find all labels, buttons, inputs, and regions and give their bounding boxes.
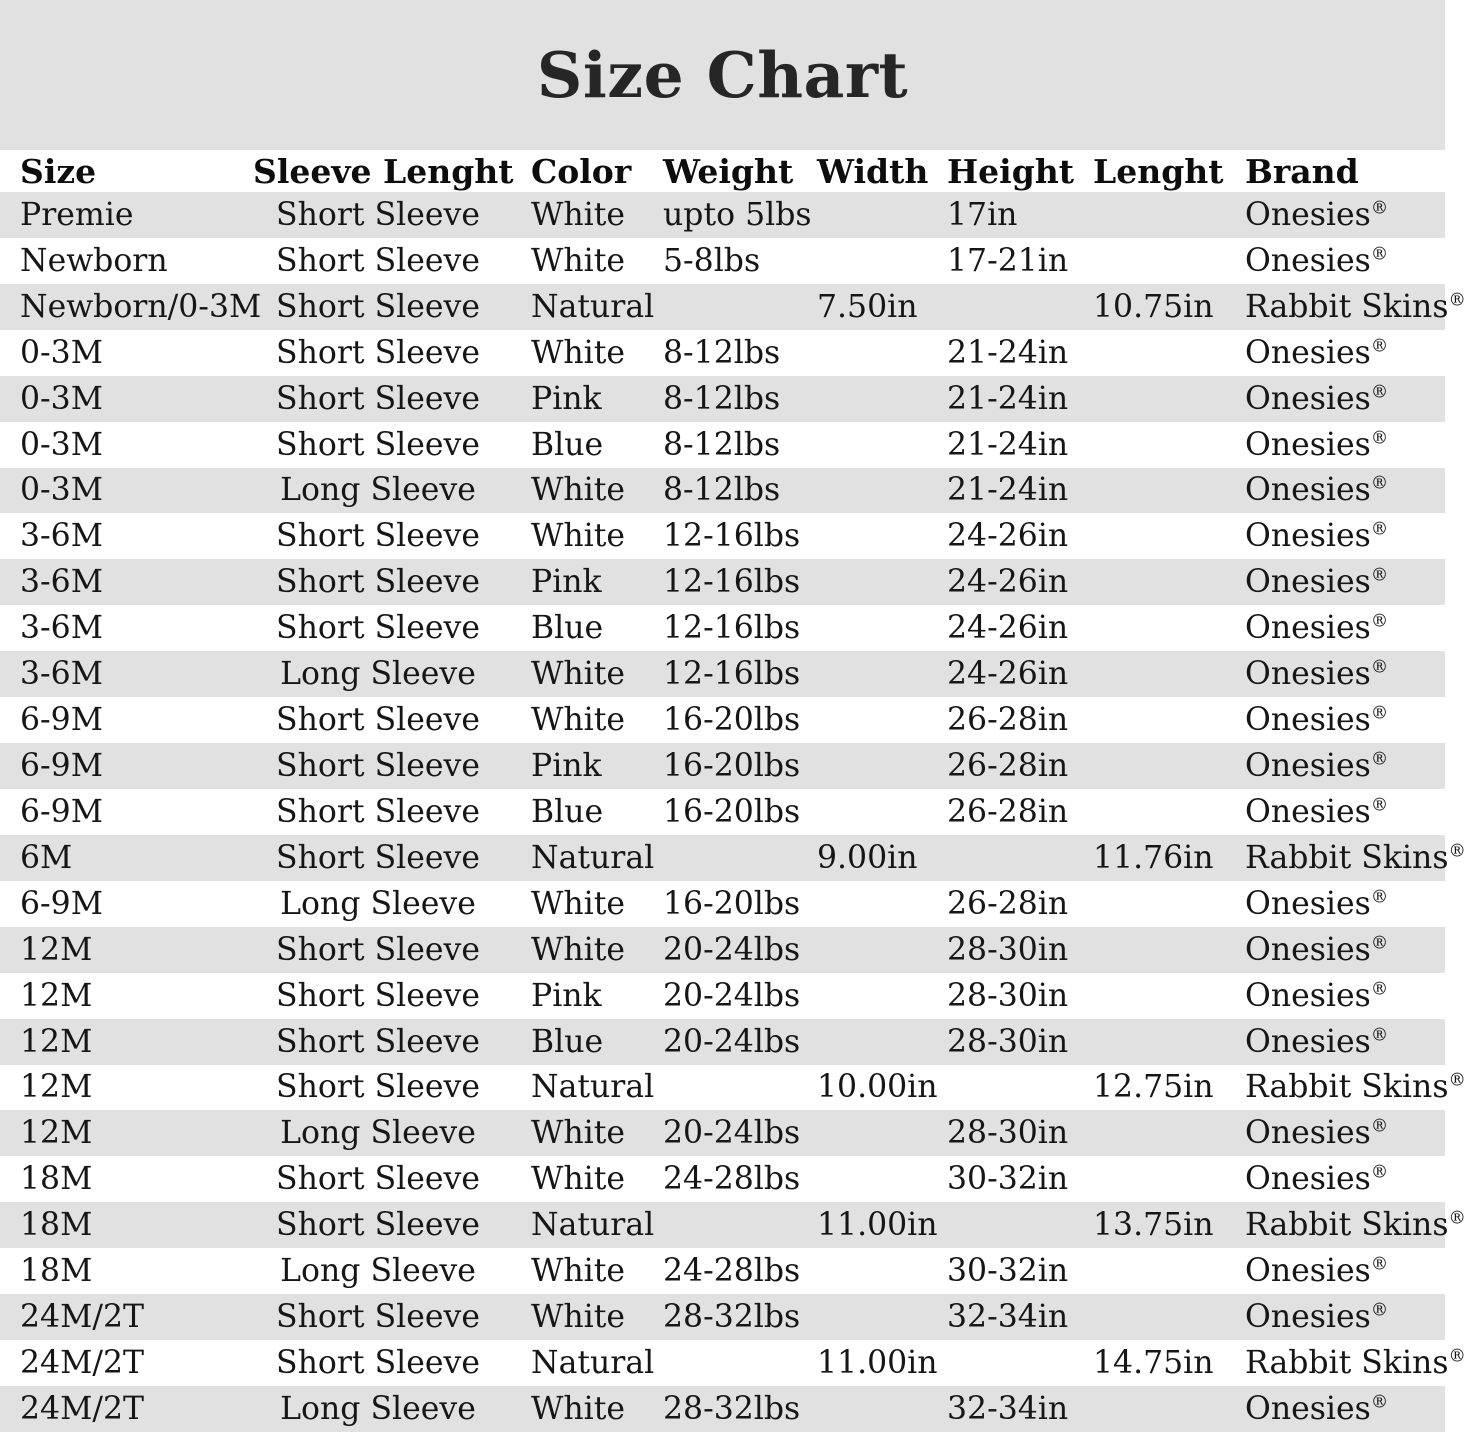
cell-weight: 12-16lbs xyxy=(663,656,801,693)
cell-color: Natural xyxy=(531,839,655,876)
cell-height: 24-26in xyxy=(947,610,1069,647)
cell-brand: Onesies® xyxy=(1245,242,1389,279)
cell-sleeve: Short Sleeve xyxy=(276,748,480,785)
table-row xyxy=(0,1065,1466,1111)
cell-lenght: 12.75in xyxy=(1093,1069,1214,1106)
table-row xyxy=(0,1156,1445,1202)
cell-weight: 20-24lbs xyxy=(663,1115,801,1152)
size-chart-table xyxy=(0,150,1466,1432)
registered-trademark-symbol: ® xyxy=(1370,795,1389,816)
cell-weight: 8-12lbs xyxy=(663,380,781,417)
cell-brand: Onesies® xyxy=(1245,196,1389,233)
cell-height: 26-28in xyxy=(947,885,1069,922)
cell-size: 18M xyxy=(20,1253,93,1290)
registered-trademark-symbol: ® xyxy=(1370,428,1389,449)
column-header-weight: Weight xyxy=(663,151,794,191)
cell-color: White xyxy=(531,1161,626,1198)
cell-sleeve: Short Sleeve xyxy=(276,610,480,647)
cell-sleeve: Long Sleeve xyxy=(280,472,476,509)
cell-color: Natural xyxy=(531,288,655,325)
table-row xyxy=(0,238,1445,284)
cell-sleeve: Short Sleeve xyxy=(276,288,480,325)
table-row xyxy=(0,330,1445,376)
cell-lenght: 11.76in xyxy=(1093,839,1214,876)
cell-sleeve: Short Sleeve xyxy=(276,1023,480,1060)
table-row xyxy=(0,192,1445,238)
column-header-sleeve: Sleeve Lenght xyxy=(253,151,514,191)
registered-trademark-symbol: ® xyxy=(1448,290,1466,311)
table-row xyxy=(0,1340,1466,1386)
cell-height: 32-34in xyxy=(947,1299,1069,1336)
cell-sleeve: Long Sleeve xyxy=(280,1390,476,1427)
cell-height: 21-24in xyxy=(947,380,1069,417)
cell-height: 21-24in xyxy=(947,472,1069,509)
cell-weight: 12-16lbs xyxy=(663,564,801,601)
cell-sleeve: Short Sleeve xyxy=(276,931,480,968)
cell-size: 0-3M xyxy=(20,426,103,463)
cell-brand: Onesies® xyxy=(1245,1299,1389,1336)
cell-brand: Onesies® xyxy=(1245,793,1389,830)
cell-brand: Onesies® xyxy=(1245,1023,1389,1060)
cell-weight: 20-24lbs xyxy=(663,1023,801,1060)
cell-weight: upto 5lbs xyxy=(663,196,812,233)
cell-lenght: 13.75in xyxy=(1093,1207,1214,1244)
cell-sleeve: Short Sleeve xyxy=(276,518,480,555)
cell-weight: 16-20lbs xyxy=(663,702,801,739)
cell-size: 0-3M xyxy=(20,380,103,417)
registered-trademark-symbol: ® xyxy=(1370,565,1389,586)
cell-size: 6-9M xyxy=(20,748,103,785)
cell-weight: 16-20lbs xyxy=(663,793,801,830)
cell-sleeve: Short Sleeve xyxy=(276,1069,480,1106)
cell-weight: 16-20lbs xyxy=(663,748,801,785)
table-row xyxy=(0,422,1445,468)
registered-trademark-symbol: ® xyxy=(1370,1254,1389,1275)
cell-color: Pink xyxy=(531,977,602,1014)
cell-height: 28-30in xyxy=(947,1115,1069,1152)
cell-sleeve: Short Sleeve xyxy=(276,793,480,830)
cell-size: 3-6M xyxy=(20,656,103,693)
registered-trademark-symbol: ® xyxy=(1370,933,1389,954)
table-row xyxy=(0,513,1445,559)
table-row xyxy=(0,743,1445,789)
table-row xyxy=(0,1248,1445,1294)
cell-brand: Onesies® xyxy=(1245,1390,1389,1427)
cell-size: 3-6M xyxy=(20,610,103,647)
cell-weight: 5-8lbs xyxy=(663,242,761,279)
cell-sleeve: Short Sleeve xyxy=(276,702,480,739)
table-row xyxy=(0,835,1466,881)
cell-height: 26-28in xyxy=(947,702,1069,739)
cell-height: 26-28in xyxy=(947,793,1069,830)
cell-size: 6-9M xyxy=(20,793,103,830)
cell-size: 18M xyxy=(20,1161,93,1198)
cell-size: 12M xyxy=(20,1069,93,1106)
table-row xyxy=(0,284,1466,330)
cell-weight: 12-16lbs xyxy=(663,610,801,647)
cell-color: White xyxy=(531,1390,626,1427)
registered-trademark-symbol: ® xyxy=(1370,749,1389,770)
cell-brand: Rabbit Skins® xyxy=(1245,288,1466,325)
table-row xyxy=(0,1019,1445,1065)
registered-trademark-symbol: ® xyxy=(1370,244,1389,265)
cell-color: Pink xyxy=(531,564,602,601)
registered-trademark-symbol: ® xyxy=(1448,1208,1466,1229)
cell-brand: Onesies® xyxy=(1245,1253,1389,1290)
registered-trademark-symbol: ® xyxy=(1370,703,1389,724)
table-row xyxy=(0,1202,1466,1248)
table-row xyxy=(0,697,1445,743)
cell-brand: Onesies® xyxy=(1245,472,1389,509)
cell-weight: 16-20lbs xyxy=(663,885,801,922)
cell-brand: Rabbit Skins® xyxy=(1245,1345,1466,1381)
registered-trademark-symbol: ® xyxy=(1370,519,1389,540)
cell-sleeve: Long Sleeve xyxy=(280,1115,476,1152)
cell-size: 12M xyxy=(20,977,93,1014)
cell-color: White xyxy=(531,334,626,371)
table-row xyxy=(0,789,1445,835)
cell-sleeve: Short Sleeve xyxy=(276,334,480,371)
cell-sleeve: Short Sleeve xyxy=(276,1207,480,1244)
cell-color: Pink xyxy=(531,748,602,785)
cell-brand: Onesies® xyxy=(1245,885,1389,922)
registered-trademark-symbol: ® xyxy=(1448,1346,1466,1367)
cell-color: Blue xyxy=(531,426,604,463)
cell-brand: Rabbit Skins® xyxy=(1245,1069,1466,1106)
table-row xyxy=(0,1386,1445,1432)
cell-color: White xyxy=(531,518,626,555)
table-row xyxy=(0,468,1445,514)
table-row xyxy=(0,1110,1445,1156)
registered-trademark-symbol: ® xyxy=(1370,1392,1389,1413)
table-row xyxy=(0,881,1445,927)
cell-height: 24-26in xyxy=(947,518,1069,555)
cell-lenght: 10.75in xyxy=(1093,288,1214,325)
registered-trademark-symbol: ® xyxy=(1370,198,1389,219)
cell-height: 21-24in xyxy=(947,334,1069,371)
cell-brand: Onesies® xyxy=(1245,702,1389,739)
cell-brand: Rabbit Skins® xyxy=(1245,1207,1466,1244)
table-row xyxy=(0,605,1445,651)
cell-width: 7.50in xyxy=(817,288,918,325)
registered-trademark-symbol: ® xyxy=(1370,336,1389,357)
registered-trademark-symbol: ® xyxy=(1370,1025,1389,1046)
cell-size: 0-3M xyxy=(20,472,103,509)
cell-color: Blue xyxy=(531,610,604,647)
cell-color: Natural xyxy=(531,1069,655,1106)
cell-height: 28-30in xyxy=(947,977,1069,1014)
registered-trademark-symbol: ® xyxy=(1448,841,1466,862)
column-header-height: Height xyxy=(947,151,1075,191)
cell-color: White xyxy=(531,702,626,739)
cell-weight: 28-32lbs xyxy=(663,1299,801,1336)
cell-weight: 20-24lbs xyxy=(663,977,801,1014)
cell-brand: Onesies® xyxy=(1245,518,1389,555)
cell-color: White xyxy=(531,472,626,509)
cell-color: White xyxy=(531,931,626,968)
cell-lenght: 14.75in xyxy=(1093,1345,1214,1381)
cell-size: 12M xyxy=(20,931,93,968)
cell-brand: Onesies® xyxy=(1245,426,1389,463)
cell-color: Pink xyxy=(531,380,602,417)
registered-trademark-symbol: ® xyxy=(1370,611,1389,632)
cell-sleeve: Short Sleeve xyxy=(276,1161,480,1198)
cell-weight: 8-12lbs xyxy=(663,426,781,463)
cell-brand: Onesies® xyxy=(1245,748,1389,785)
cell-width: 9.00in xyxy=(817,839,918,876)
cell-color: White xyxy=(531,1253,626,1290)
cell-weight: 8-12lbs xyxy=(663,472,781,509)
cell-size: 24M/2T xyxy=(20,1299,145,1336)
table-row xyxy=(0,927,1445,973)
cell-size: 0-3M xyxy=(20,334,103,371)
registered-trademark-symbol: ® xyxy=(1370,473,1389,494)
cell-size: Newborn/0-3M xyxy=(20,288,262,325)
cell-size: Newborn xyxy=(20,242,168,279)
cell-sleeve: Short Sleeve xyxy=(276,1345,480,1381)
registered-trademark-symbol: ® xyxy=(1370,1300,1389,1321)
cell-sleeve: Long Sleeve xyxy=(280,1253,476,1290)
column-header-color: Color xyxy=(531,151,632,191)
cell-sleeve: Long Sleeve xyxy=(280,656,476,693)
registered-trademark-symbol: ® xyxy=(1370,657,1389,678)
cell-sleeve: Short Sleeve xyxy=(276,426,480,463)
table-header-row xyxy=(0,150,1445,192)
cell-brand: Rabbit Skins® xyxy=(1245,839,1466,876)
title-band xyxy=(0,0,1445,150)
cell-color: White xyxy=(531,1115,626,1152)
cell-height: 17in xyxy=(947,196,1018,233)
cell-sleeve: Short Sleeve xyxy=(276,380,480,417)
page-title: Size Chart xyxy=(536,38,909,112)
table-row xyxy=(0,1294,1445,1340)
cell-weight: 12-16lbs xyxy=(663,518,801,555)
cell-weight: 20-24lbs xyxy=(663,931,801,968)
cell-sleeve: Short Sleeve xyxy=(276,839,480,876)
cell-color: Blue xyxy=(531,793,604,830)
cell-height: 32-34in xyxy=(947,1390,1069,1427)
cell-height: 24-26in xyxy=(947,656,1069,693)
cell-weight: 28-32lbs xyxy=(663,1390,801,1427)
table-body xyxy=(0,192,1466,1432)
cell-size: 6M xyxy=(20,839,73,876)
cell-color: Blue xyxy=(531,1023,604,1060)
table-row xyxy=(0,973,1445,1019)
cell-width: 11.00in xyxy=(817,1207,938,1244)
cell-color: White xyxy=(531,196,626,233)
cell-color: White xyxy=(531,656,626,693)
cell-size: 3-6M xyxy=(20,564,103,601)
cell-brand: Onesies® xyxy=(1245,380,1389,417)
cell-brand: Onesies® xyxy=(1245,1161,1389,1198)
cell-color: White xyxy=(531,1299,626,1336)
cell-size: 18M xyxy=(20,1207,93,1244)
cell-brand: Onesies® xyxy=(1245,564,1389,601)
cell-height: 28-30in xyxy=(947,931,1069,968)
column-header-brand: Brand xyxy=(1245,151,1359,191)
registered-trademark-symbol: ® xyxy=(1370,382,1389,403)
cell-size: 24M/2T xyxy=(20,1390,145,1427)
cell-weight: 24-28lbs xyxy=(663,1253,801,1290)
column-header-width: Width xyxy=(817,151,929,191)
cell-sleeve: Short Sleeve xyxy=(276,977,480,1014)
cell-color: White xyxy=(531,885,626,922)
cell-brand: Onesies® xyxy=(1245,610,1389,647)
cell-size: 12M xyxy=(20,1023,93,1060)
cell-sleeve: Short Sleeve xyxy=(276,242,480,279)
registered-trademark-symbol: ® xyxy=(1370,1162,1389,1183)
cell-size: 3-6M xyxy=(20,518,103,555)
table-row xyxy=(0,376,1445,422)
cell-brand: Onesies® xyxy=(1245,977,1389,1014)
cell-color: White xyxy=(531,242,626,279)
table-row xyxy=(0,651,1445,697)
cell-size: 6-9M xyxy=(20,885,103,922)
cell-color: Natural xyxy=(531,1345,655,1381)
registered-trademark-symbol: ® xyxy=(1448,1070,1466,1091)
cell-height: 17-21in xyxy=(947,242,1069,279)
cell-weight: 8-12lbs xyxy=(663,334,781,371)
registered-trademark-symbol: ® xyxy=(1370,979,1389,1000)
cell-color: Natural xyxy=(531,1207,655,1244)
cell-brand: Onesies® xyxy=(1245,931,1389,968)
cell-sleeve: Short Sleeve xyxy=(276,196,480,233)
table-row xyxy=(0,559,1445,605)
cell-size: 12M xyxy=(20,1115,93,1152)
cell-height: 26-28in xyxy=(947,748,1069,785)
cell-height: 30-32in xyxy=(947,1253,1069,1290)
cell-weight: 24-28lbs xyxy=(663,1161,801,1198)
cell-height: 28-30in xyxy=(947,1023,1069,1060)
cell-sleeve: Long Sleeve xyxy=(280,885,476,922)
column-header-lenght: Lenght xyxy=(1093,151,1224,191)
cell-sleeve: Short Sleeve xyxy=(276,564,480,601)
cell-height: 30-32in xyxy=(947,1161,1069,1198)
cell-height: 21-24in xyxy=(947,426,1069,463)
cell-sleeve: Short Sleeve xyxy=(276,1299,480,1336)
column-header-size: Size xyxy=(20,151,97,191)
cell-size: 6-9M xyxy=(20,702,103,739)
cell-brand: Onesies® xyxy=(1245,1115,1389,1152)
registered-trademark-symbol: ® xyxy=(1370,1116,1389,1137)
cell-width: 11.00in xyxy=(817,1345,938,1381)
cell-brand: Onesies® xyxy=(1245,334,1389,371)
cell-height: 24-26in xyxy=(947,564,1069,601)
registered-trademark-symbol: ® xyxy=(1370,887,1389,908)
cell-width: 10.00in xyxy=(817,1069,938,1106)
cell-size: 24M/2T xyxy=(20,1345,145,1381)
cell-brand: Onesies® xyxy=(1245,656,1389,693)
cell-size: Premie xyxy=(20,196,134,233)
